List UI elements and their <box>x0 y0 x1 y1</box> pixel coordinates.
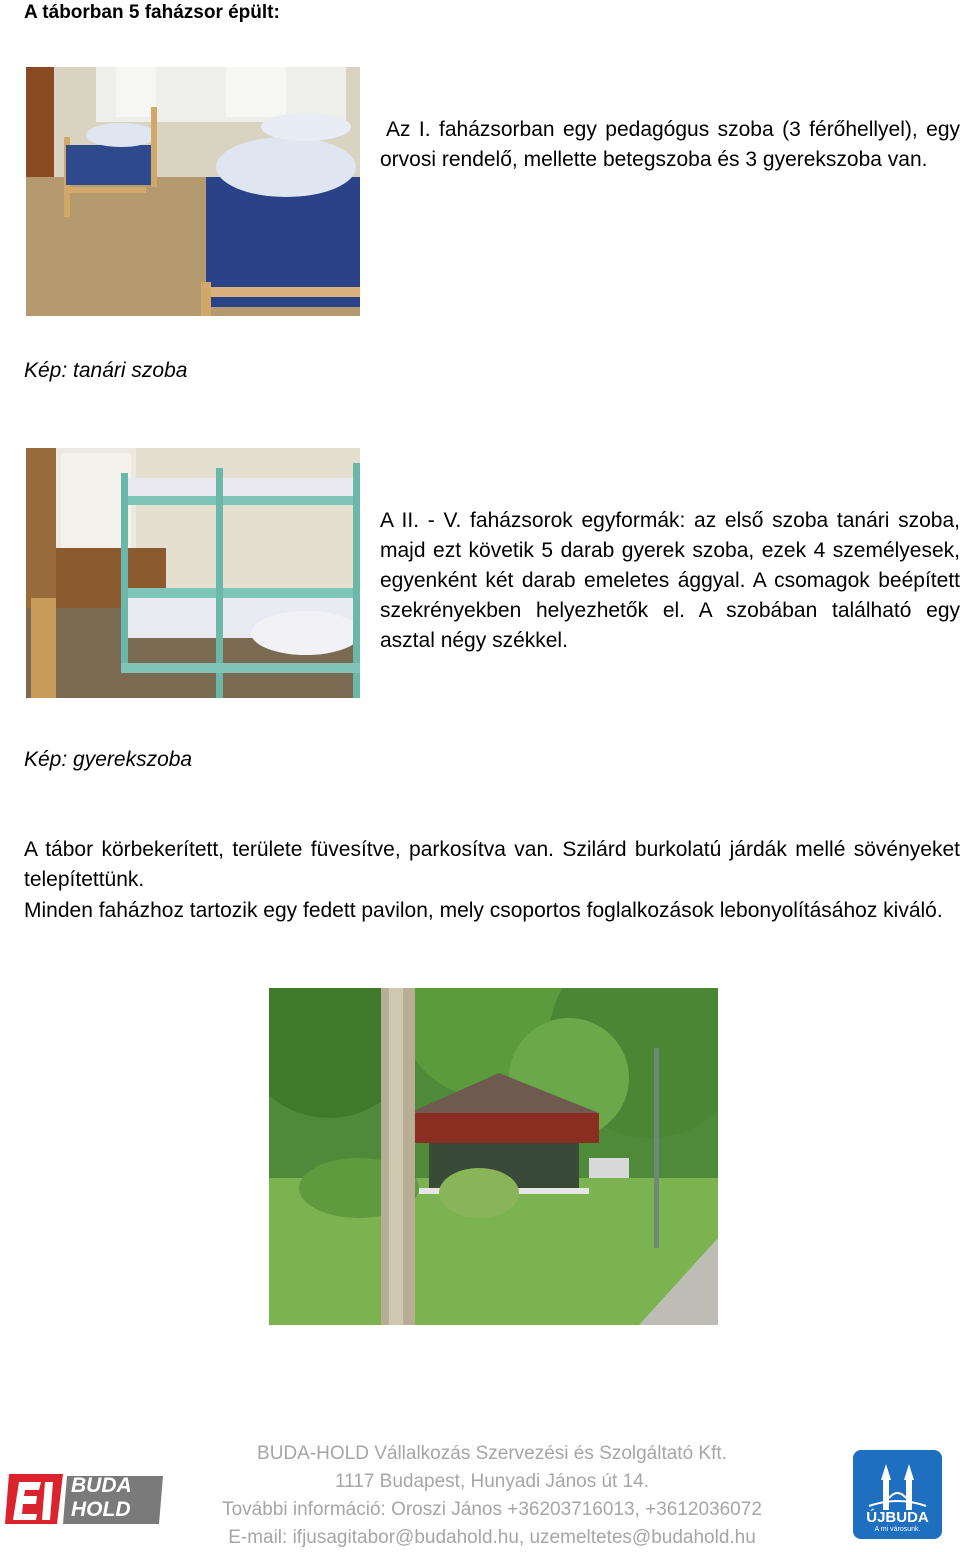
teacher-room-photo <box>26 67 360 316</box>
footer-address: 1117 Budapest, Hunyadi János út 14. <box>334 1471 650 1492</box>
children-room-photo <box>26 448 360 698</box>
footer-contact <box>190 1440 794 1552</box>
section3-paragraph1: A tábor körbekerített, területe füvesítve, parkosítva van. Szilárd burkolatú járdák mellé sövényeket telepítettünk. <box>24 838 960 891</box>
ujbuda-logo <box>853 1450 942 1539</box>
footer-email: E-mail: ifjusagitabor@budahold.hu, uzemeltetes@budahold.hu <box>228 1527 756 1548</box>
footer-info: További információ: Oroszi János +36203716013, +3612036072 <box>222 1499 762 1520</box>
budahold-logo <box>5 1468 165 1530</box>
footer-company: BUDA-HOLD Vállalkozás Szervezési és Szolgáltató Kft. <box>257 1443 727 1464</box>
ujbuda-logo-subtitle: A mi városunk. <box>874 1526 921 1533</box>
page-heading: A táborban 5 faházsor épült: <box>24 2 280 23</box>
children-room-caption: Kép: gyerekszoba <box>24 748 193 771</box>
budahold-logo-text: BUDA HOLD <box>71 1474 131 1521</box>
section3-paragraph2: Minden faházhoz tartozik egy fedett pavilon, mely csoportos foglalkozások lebonyolításához kiváló. <box>24 899 943 922</box>
teacher-room-caption: Kép: tanári szoba <box>24 359 188 382</box>
section2-text: A II. - V. faházsorok egyformák: az első szoba tanári szoba, majd ezt követik 5 darab gyerek szoba, ezek 4 személyesek, egyenként két darab emeletes ággyal. A csomagok beépített szekrényekben helyezhetők el. A szobában található egy asztal négy székkel. <box>380 509 960 652</box>
pavilion-photo <box>269 988 718 1325</box>
section1-text: Az I. faházsorban egy pedagógus szoba (3 férőhellyel), egy orvosi rendelő, mellette betegszoba és 3 gyerekszoba van. <box>380 118 960 171</box>
ujbuda-logo-text: ÚJBUDA <box>866 1509 929 1526</box>
